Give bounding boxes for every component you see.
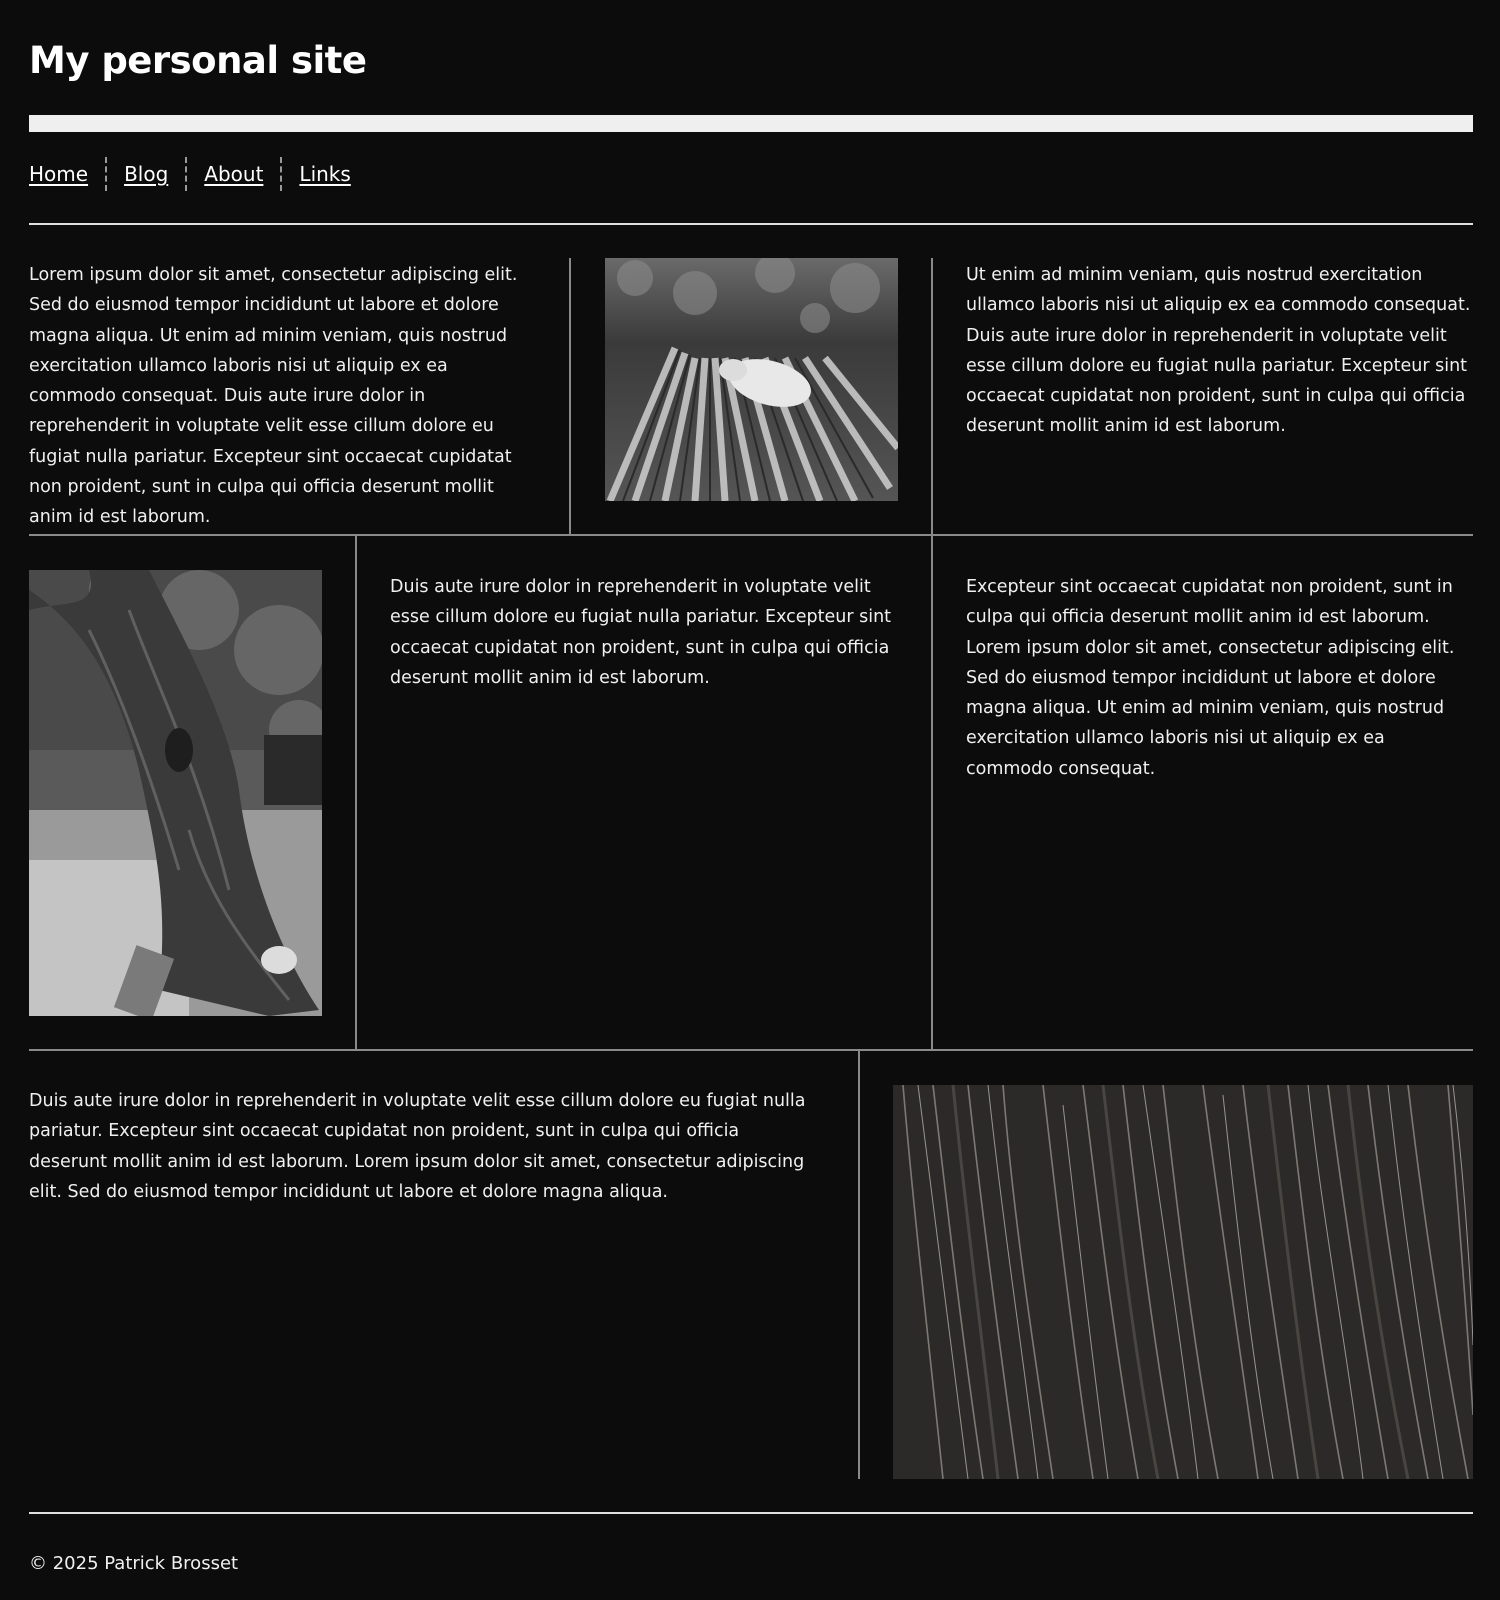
grass-texture-photo bbox=[893, 1085, 1473, 1479]
row-divider-2 bbox=[29, 1049, 1473, 1051]
row3-left-text: Duis aute irure dolor in reprehenderit in voluptate velit esse cillum dolore eu fugiat nulla pariatur. Excepteur sint occaecat cupidatat non proident, sunt in culpa qui officia deserunt mollit anim id est laborum. Lorem ipsum dolor sit amet, consectetur adipiscing elit. Sed do eiusmod tempor incididunt ut labore et dolore magna aliqua. bbox=[29, 1091, 806, 1202]
nav-about-link[interactable]: About bbox=[185, 157, 280, 191]
row1-divider-1 bbox=[569, 258, 571, 535]
footer-copyright: © 2025 Patrick Brosset bbox=[29, 1553, 239, 1574]
row2-divider-1 bbox=[355, 535, 357, 1051]
nav-blog-link[interactable]: Blog bbox=[105, 157, 185, 191]
main-nav bbox=[29, 157, 368, 191]
row1-left-text: Lorem ipsum dolor sit amet, consectetur adipiscing elit. Sed do eiusmod tempor incididunt ut labore et dolore magna aliqua. Ut enim ad minim veniam, quis nostrud exercitation ullamco laboris nisi ut aliquip ex ea commodo consequat. Duis aute irure dolor in reprehenderit in voluptate velit esse cillum dolore eu fugiat nulla pariatur. Excepteur sint occaecat cupidatat non proident, sunt in culpa qui officia deserunt mollit anim id est laborum. bbox=[29, 265, 518, 528]
bamboo-cat-photo bbox=[605, 258, 898, 501]
row-divider-1 bbox=[29, 534, 1473, 536]
nav-links-link[interactable]: Links bbox=[280, 157, 367, 191]
row1-divider-2 bbox=[931, 258, 933, 535]
footer-divider bbox=[29, 1512, 1473, 1514]
row2-middle-text: Duis aute irure dolor in reprehenderit in voluptate velit esse cillum dolore eu fugiat nulla pariatur. Excepteur sint occaecat cupidatat non proident, sunt in culpa qui officia deserunt mollit anim id est laborum. bbox=[390, 577, 892, 688]
olive-tree-photo bbox=[29, 570, 322, 1016]
row3-divider-1 bbox=[858, 1050, 860, 1479]
row2-divider-2 bbox=[931, 535, 933, 1051]
title-bar bbox=[29, 115, 1473, 132]
content-top-divider bbox=[29, 223, 1473, 225]
site-title: My personal site bbox=[29, 39, 367, 82]
row1-right-text: Ut enim ad minim veniam, quis nostrud exercitation ullamco laboris nisi ut aliquip ex ea commodo consequat. Duis aute irure dolor in reprehenderit in voluptate velit esse cillum dolore eu fugiat nulla pariatur. Excepteur sint occaecat cupidatat non proident, sunt in culpa qui officia deserunt mollit anim id est laborum. bbox=[966, 265, 1471, 437]
row2-right-text: Excepteur sint occaecat cupidatat non proident, sunt in culpa qui officia deserunt mollit anim id est laborum. Lorem ipsum dolor sit amet, consectetur adipiscing elit. Sed do eiusmod tempor incididunt ut labore et dolore magna aliqua. Ut enim ad minim veniam, quis nostrud exercitation ullamco laboris nisi ut aliquip ex ea commodo consequat. bbox=[966, 577, 1455, 779]
nav-home-link[interactable]: Home bbox=[29, 162, 89, 186]
